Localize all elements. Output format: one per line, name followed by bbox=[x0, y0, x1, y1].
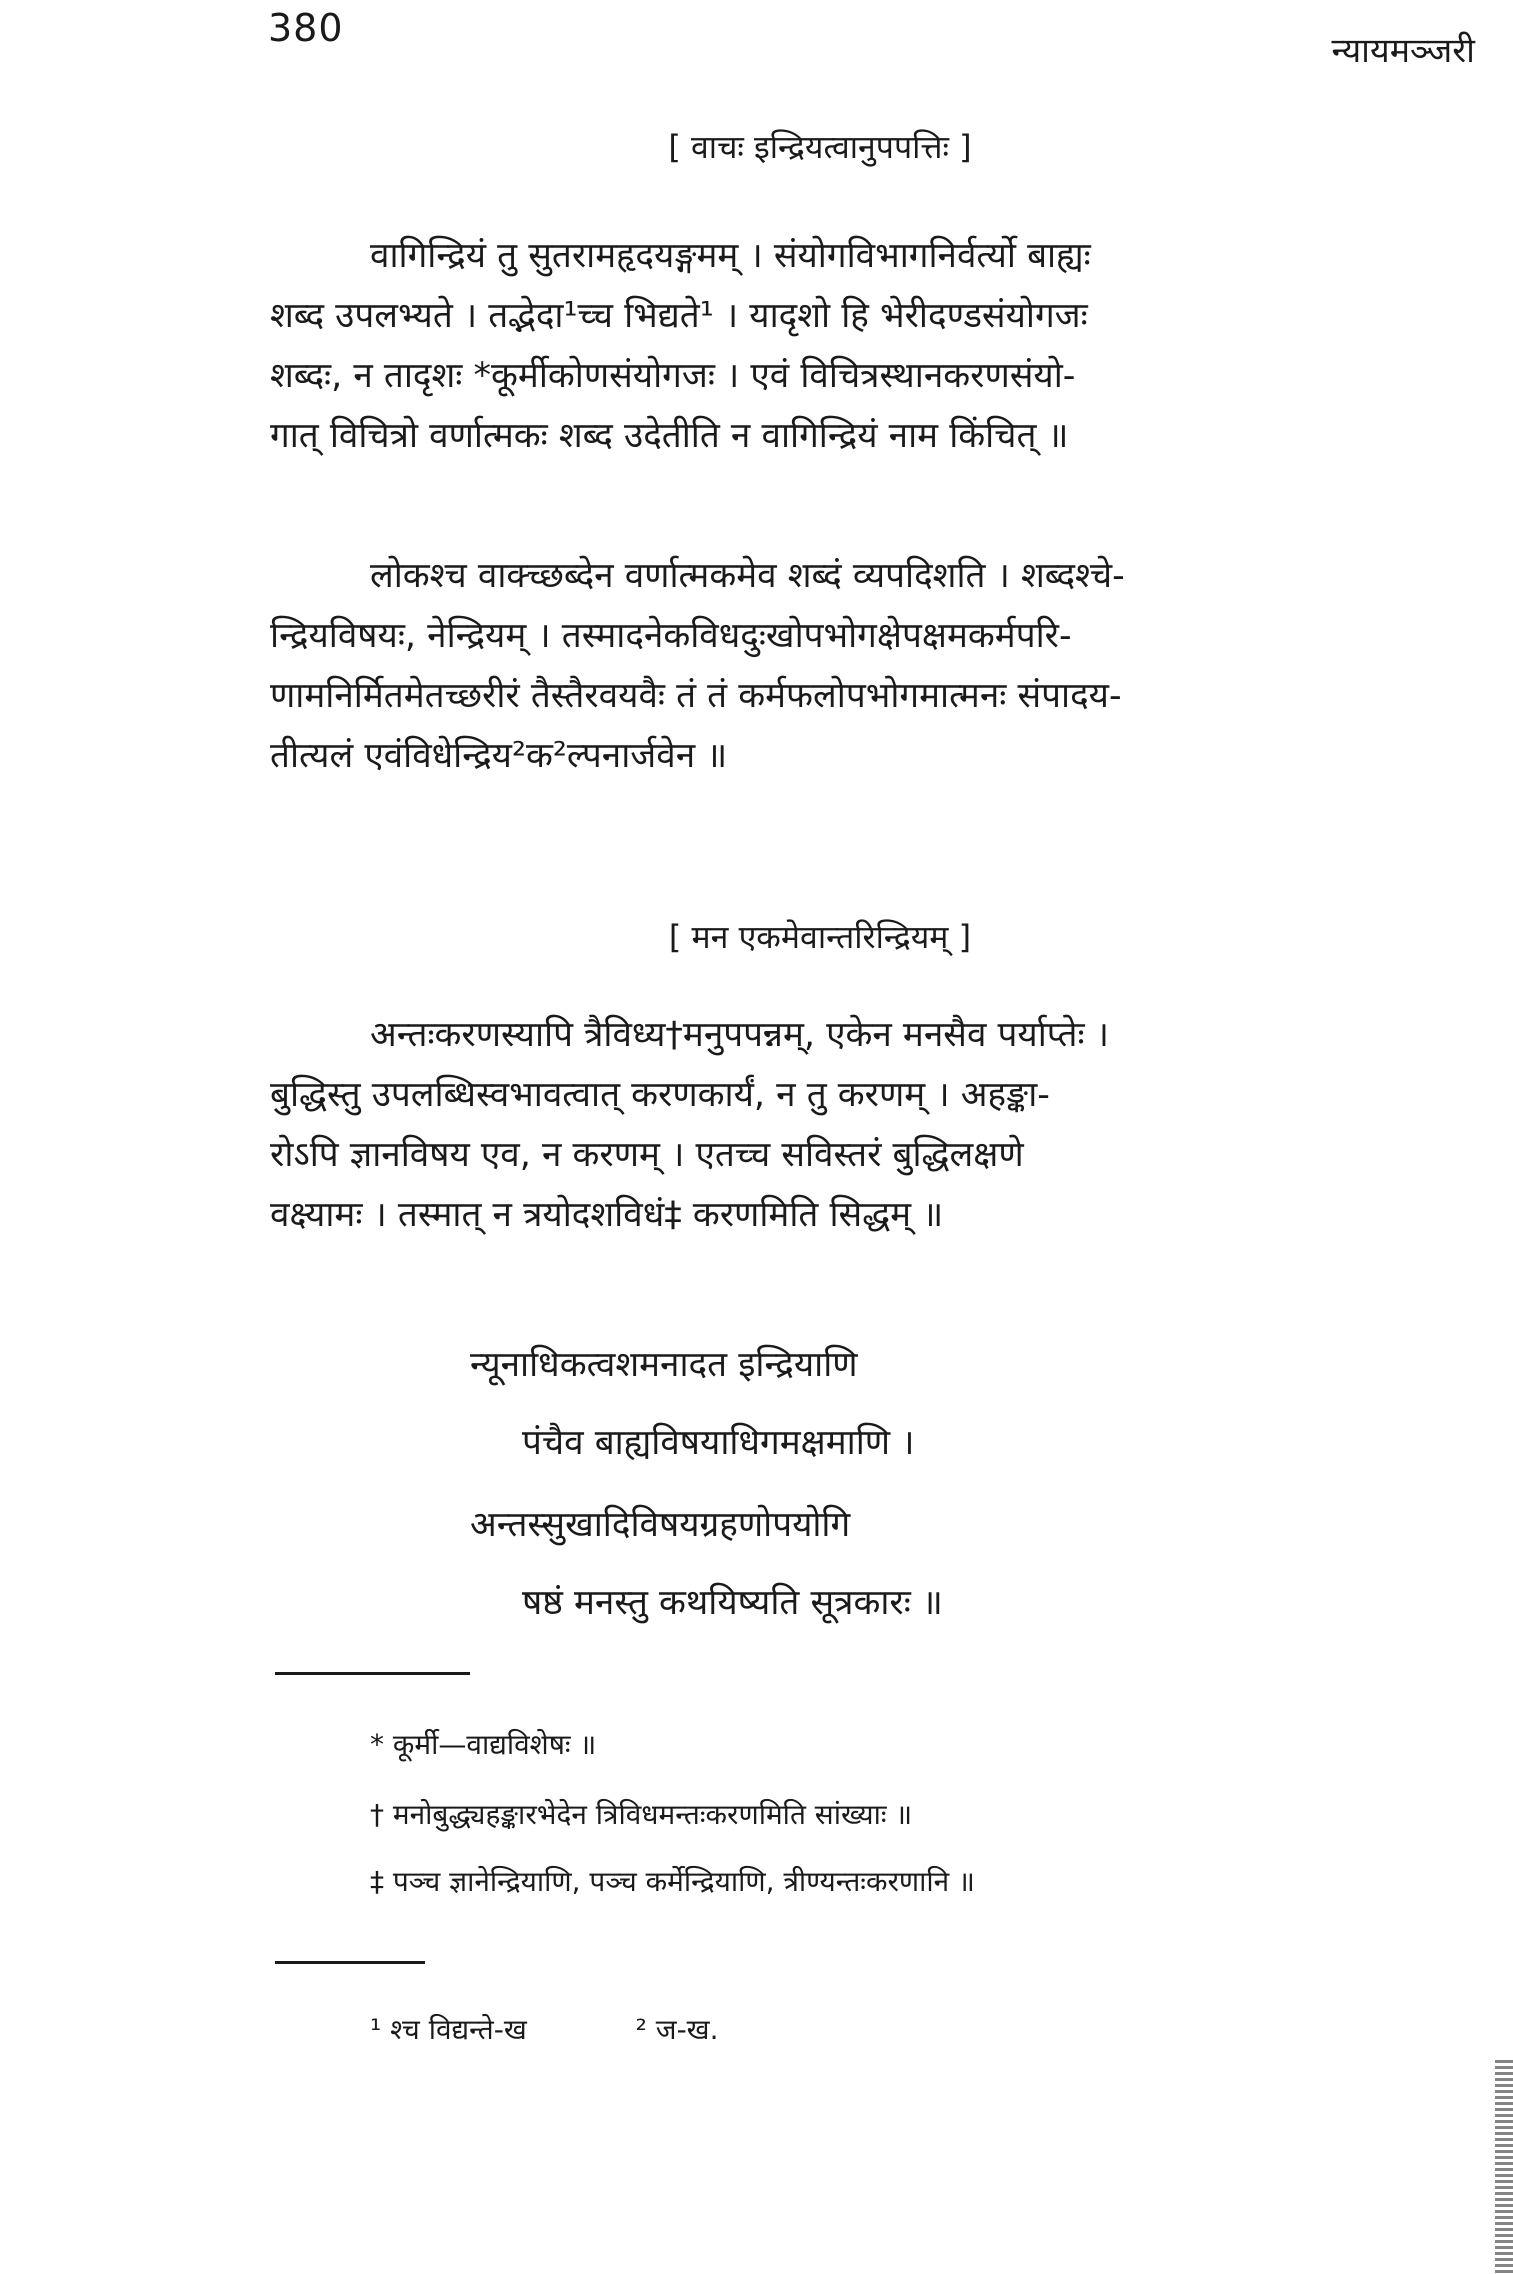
text-line: वक्ष्यामः । तस्मात् न त्रयोदशविधं‡ करणमिति सिद्धम् ॥ bbox=[270, 1195, 944, 1235]
section-heading-manas: [ मन एकमेवान्तरिन्द्रियम् ] bbox=[668, 918, 972, 956]
verse-block bbox=[470, 1326, 914, 1482]
text-line: अन्तःकरणस्यापि त्रैविध्य†मनुपपन्नम्, एकेन मनसैव पर्याप्तेः । bbox=[370, 1015, 1109, 1055]
running-title: न्यायमञ्जरी bbox=[1331, 31, 1475, 71]
footnote: † मनोबुद्ध्यहङ्कारभेदेन त्रिविधमन्तःकरणमिति सांख्याः ॥ bbox=[370, 1798, 913, 1831]
verse-block bbox=[470, 1486, 943, 1642]
verse-line: अन्तस्सुखादिविषयग्रहणोपयोगि bbox=[470, 1505, 851, 1545]
paragraph-lokashcha bbox=[270, 546, 1475, 786]
text-line: शब्दः, न तादृशः *कूर्मीकोणसंयोगजः । एवं विचित्रस्थानकरणसंयो- bbox=[270, 356, 1076, 396]
variant-reading: ² ज-ख. bbox=[635, 2013, 719, 2046]
text-line: णामनिर्मितमेतच्छरीरं तैस्तैरवयवैः तं तं कर्मफलोपभोगमात्मनः संपादय- bbox=[270, 676, 1122, 716]
text-line: रोऽपि ज्ञानविषय एव, न करणम् । एतच्च सविस्तरं बुद्धिलक्षणे bbox=[270, 1135, 1024, 1175]
paragraph-vagindriya bbox=[270, 226, 1475, 466]
paragraph-antahkarana bbox=[270, 1005, 1475, 1245]
text-line: वागिन्द्रियं तु सुतरामहृदयङ्गमम् । संयोगविभागनिर्वर्त्यो बाह्यः bbox=[370, 236, 1091, 276]
text-line: न्द्रियविषयः, नेन्द्रियम् । तस्मादनेकविधदुःखोपभोगक्षेपक्षमकर्मपरि- bbox=[270, 616, 1072, 656]
text-line: तीत्यलं एवंविधेन्द्रिय²क²ल्पनार्जवेन ॥ bbox=[270, 736, 728, 776]
page-number: 380 bbox=[268, 6, 344, 50]
section-heading-vak: [ वाचः इन्द्रियत्वानुपपत्तिः ] bbox=[668, 128, 972, 166]
text-line: लोकश्च वाक्च्छब्देन वर्णात्मकमेव शब्दं व्यपदिशति । शब्दश्चे- bbox=[370, 556, 1125, 596]
verse-line: षष्ठं मनस्तु कथयिष्यति सूत्रकारः ॥ bbox=[522, 1583, 943, 1623]
footnote: * कूर्मी—वाद्यविशेषः ॥ bbox=[370, 1728, 597, 1761]
text-line: गात् विचित्रो वर्णात्मकः शब्द उदेतीति न वागिन्द्रियं नाम किंचित् ॥ bbox=[270, 416, 1069, 456]
text-line: बुद्धिस्तु उपलब्धिस्वभावत्वात् करणकार्यं, न तु करणम् । अहङ्का- bbox=[270, 1075, 1050, 1115]
footnote-divider bbox=[275, 1672, 470, 1675]
variant-reading: ¹ श्च विद्यन्ते-ख bbox=[370, 2013, 527, 2046]
verse-line: न्यूनाधिकत्वशमनादत इन्द्रियाणि bbox=[470, 1345, 858, 1385]
verse-line: पंचैव बाह्यविषयाधिगमक्षमाणि । bbox=[522, 1423, 915, 1463]
binding-edge bbox=[1495, 2060, 1513, 2274]
variants-divider bbox=[275, 1961, 425, 1964]
variant-readings bbox=[370, 2010, 818, 2048]
text-line: शब्द उपलभ्यते । तद्भेदा¹च्च भिद्यते¹ । यादृशो हि भेरीदण्डसंयोगजः bbox=[270, 296, 1088, 336]
footnote: ‡ पञ्च ज्ञानेन्द्रियाणि, पञ्च कर्मेन्द्रियाणि, त्रीण्यन्तःकरणानि ॥ bbox=[370, 1865, 975, 1898]
